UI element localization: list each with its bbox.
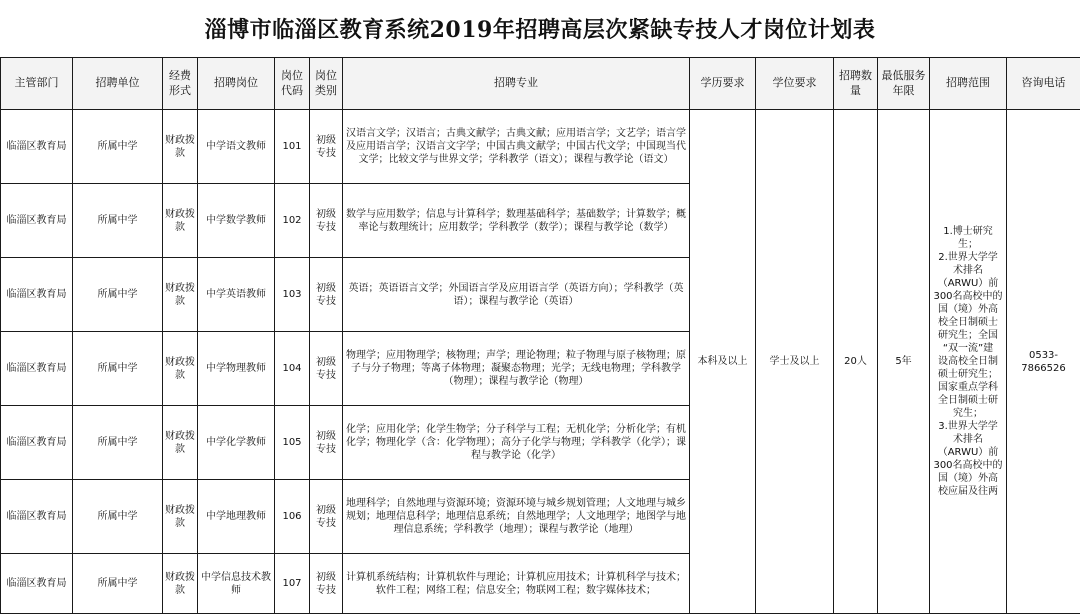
range-line: 究生； — [932, 407, 1004, 420]
cell-dept: 临淄区教育局 — [1, 332, 73, 406]
cell-major: 汉语言文学；汉语言；古典文献学；古典文献；应用语言学；文艺学；语言学及应用语言学；汉语言文字学；中国古典文献学；中国古代文学；中国现当代文学；比较文学与世界文学；学科教学（语文）；课程与教学论（语文） — [343, 110, 690, 184]
range-line: 校应届及往两 — [932, 485, 1004, 498]
cell-code: 107 — [275, 554, 310, 614]
cell-category: 初级专技 — [310, 480, 343, 554]
range-line: “双一流”建 — [932, 342, 1004, 355]
range-line: 国（境）外高 — [932, 472, 1004, 485]
cell-code: 106 — [275, 480, 310, 554]
cell-dept: 临淄区教育局 — [1, 554, 73, 614]
cell-funding: 财政拨款 — [163, 406, 198, 480]
cell-funding: 财政拨款 — [163, 184, 198, 258]
cell-category: 初级专技 — [310, 110, 343, 184]
range-line: 300名高校中的 — [932, 290, 1004, 303]
cell-funding: 财政拨款 — [163, 480, 198, 554]
header-range: 招聘范围 — [930, 58, 1007, 110]
cell-dept: 临淄区教育局 — [1, 184, 73, 258]
page-title: 淄博市临淄区教育系统2019年招聘高层次紧缺专技人才岗位计划表 — [0, 0, 1080, 56]
cell-phone: 0533-7866526 — [1007, 110, 1080, 614]
range-line: 术排名 — [932, 433, 1004, 446]
range-line: 生； — [932, 238, 1004, 251]
header-phone: 咨询电话 — [1007, 58, 1080, 110]
cell-major: 化学；应用化学；化学生物学；分子科学与工程；无机化学；分析化学；有机化学；物理化学（含：化学物理）；高分子化学与物理；学科教学（化学）；课程与教学论（化学） — [343, 406, 690, 480]
recruitment-table — [0, 57, 1080, 614]
cell-major: 计算机系统结构；计算机软件与理论；计算机应用技术；计算机科学与技术；软件工程；网络工程；信息安全；物联网工程；数字媒体技术； — [343, 554, 690, 614]
cell-unit: 所属中学 — [73, 480, 163, 554]
cell-funding: 财政拨款 — [163, 332, 198, 406]
cell-count: 20人 — [834, 110, 878, 614]
header-service: 最低服务年限 — [878, 58, 930, 110]
cell-position: 中学语文教师 — [198, 110, 275, 184]
cell-position: 中学英语教师 — [198, 258, 275, 332]
cell-degree: 学士及以上 — [756, 110, 834, 614]
cell-position: 中学信息技术教师 — [198, 554, 275, 614]
cell-position: 中学物理教师 — [198, 332, 275, 406]
cell-dept: 临淄区教育局 — [1, 110, 73, 184]
range-line: 3.世界大学学 — [932, 420, 1004, 433]
cell-position: 中学地理教师 — [198, 480, 275, 554]
range-line: 国家重点学科 — [932, 381, 1004, 394]
cell-position: 中学化学教师 — [198, 406, 275, 480]
header-code: 岗位代码 — [275, 58, 310, 110]
header-count: 招聘数量 — [834, 58, 878, 110]
cell-code: 105 — [275, 406, 310, 480]
cell-unit: 所属中学 — [73, 110, 163, 184]
cell-unit: 所属中学 — [73, 554, 163, 614]
cell-code: 102 — [275, 184, 310, 258]
cell-unit: 所属中学 — [73, 184, 163, 258]
range-line: 校全日制硕士 — [932, 316, 1004, 329]
cell-major: 数学与应用数学；信息与计算科学；数理基础科学；基础数学；计算数学；概率论与数理统计；应用数学；学科教学（数学）；课程与教学论（数学） — [343, 184, 690, 258]
cell-funding: 财政拨款 — [163, 258, 198, 332]
header-major: 招聘专业 — [343, 58, 690, 110]
range-line: 2.世界大学学 — [932, 251, 1004, 264]
cell-funding: 财政拨款 — [163, 554, 198, 614]
header-position: 招聘岗位 — [198, 58, 275, 110]
cell-service: 5年 — [878, 110, 930, 614]
cell-education: 本科及以上 — [690, 110, 756, 614]
cell-code: 101 — [275, 110, 310, 184]
header-dept: 主管部门 — [1, 58, 73, 110]
header-funding: 经费形式 — [163, 58, 198, 110]
range-line: 国（境）外高 — [932, 303, 1004, 316]
range-line: 硕士研究生； — [932, 368, 1004, 381]
header-degree: 学位要求 — [756, 58, 834, 110]
cell-category: 初级专技 — [310, 258, 343, 332]
cell-category: 初级专技 — [310, 184, 343, 258]
cell-major: 物理学；应用物理学；核物理；声学；理论物理；粒子物理与原子核物理；原子与分子物理；等离子体物理；凝聚态物理；光学；无线电物理；学科教学（物理）；课程与教学论（物理） — [343, 332, 690, 406]
cell-code: 104 — [275, 332, 310, 406]
cell-funding: 财政拨款 — [163, 110, 198, 184]
cell-category: 初级专技 — [310, 554, 343, 614]
cell-unit: 所属中学 — [73, 406, 163, 480]
cell-position: 中学数学教师 — [198, 184, 275, 258]
cell-dept: 临淄区教育局 — [1, 480, 73, 554]
cell-major: 英语；英语语言文学；外国语言学及应用语言学（英语方向）；学科教学（英语）；课程与教学论（英语） — [343, 258, 690, 332]
range-line: 设高校全日制 — [932, 355, 1004, 368]
header-unit: 招聘单位 — [73, 58, 163, 110]
table-row — [1, 110, 1080, 184]
header-category: 岗位类别 — [310, 58, 343, 110]
cell-unit: 所属中学 — [73, 332, 163, 406]
cell-dept: 临淄区教育局 — [1, 406, 73, 480]
cell-dept: 临淄区教育局 — [1, 258, 73, 332]
cell-range — [930, 110, 1007, 614]
cell-category: 初级专技 — [310, 406, 343, 480]
cell-unit: 所属中学 — [73, 258, 163, 332]
range-line: 1.博士研究 — [932, 225, 1004, 238]
range-line: 300名高校中的 — [932, 459, 1004, 472]
cell-category: 初级专技 — [310, 332, 343, 406]
header-row — [1, 58, 1080, 110]
range-line: 研究生；全国 — [932, 329, 1004, 342]
cell-code: 103 — [275, 258, 310, 332]
cell-major: 地理科学；自然地理与资源环境；资源环境与城乡规划管理；人文地理与城乡规划；地理信息科学；地理信息系统；自然地理学；人文地理学；地图学与地理信息系统；学科教学（地理）；课程与教学论（地理） — [343, 480, 690, 554]
range-line: 全日制硕士研 — [932, 394, 1004, 407]
range-line: 术排名 — [932, 264, 1004, 277]
range-line: （ARWU）前 — [932, 446, 1004, 459]
range-line: （ARWU）前 — [932, 277, 1004, 290]
header-education: 学历要求 — [690, 58, 756, 110]
